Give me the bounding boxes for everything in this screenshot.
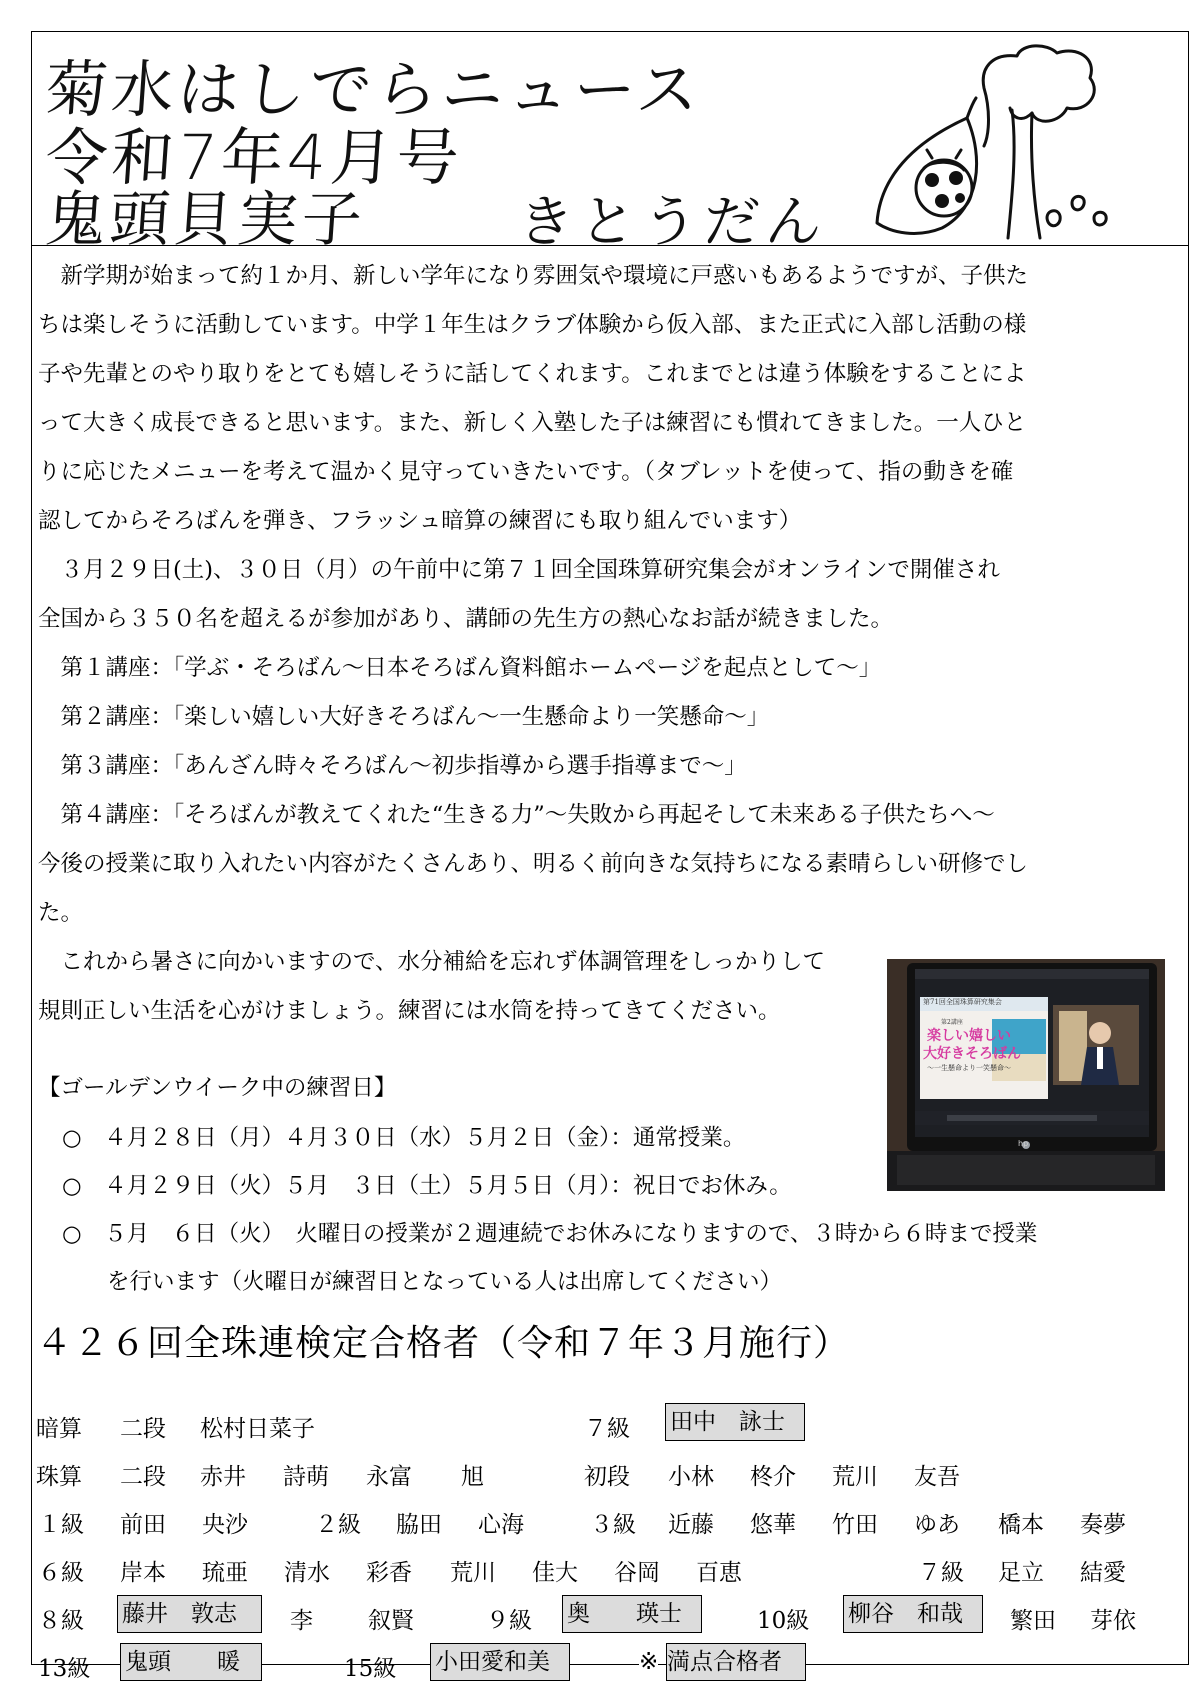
passer-given: 彩香 xyxy=(366,1560,412,1586)
grade: ３級 xyxy=(590,1512,636,1538)
lecture-3: 第３講座：「あんざん時々そろばん～初歩指導から選手指導まで～」 xyxy=(38,753,747,779)
passer-given: 心海 xyxy=(478,1512,524,1538)
newsletter-title: 菊水はしでらニュース xyxy=(43,53,706,126)
gw-item-1: ○ ４月２８日（月）４月３０日（水）５月２日（金）：通常授業。 xyxy=(62,1125,746,1151)
grade: 初段 xyxy=(584,1464,630,1490)
gw-item-3: ○ ５月 ６日（火） 火曜日の授業が２週連続でお休みになりますので、３時から６時まで授業 xyxy=(62,1221,1038,1247)
grade: ８級 xyxy=(38,1608,84,1634)
passer-surname: 岸本 xyxy=(120,1560,166,1586)
grade: 二段 xyxy=(120,1416,166,1442)
passer-surname: 谷岡 xyxy=(614,1560,660,1586)
passer-surname: 清水 xyxy=(284,1560,330,1586)
perfect-score-name: 奥 瑛士 xyxy=(562,1595,702,1633)
laptop-logo: hp xyxy=(1018,1139,1029,1148)
grade: ９級 xyxy=(486,1608,532,1634)
passer-surname: 竹田 xyxy=(832,1512,878,1538)
passer-given: 友吾 xyxy=(914,1464,960,1490)
lecture-1: 第１講座：「学ぶ・そろばん～日本そろばん資料館ホームページを起点として～」 xyxy=(38,655,882,681)
passer-given: ゆあ xyxy=(914,1512,960,1538)
author-name: 鬼頭貝実子 xyxy=(43,185,369,255)
author-reading: きとうだん xyxy=(515,190,830,255)
para3-line2: た。 xyxy=(38,900,84,926)
passer-surname: 繁田 xyxy=(1010,1608,1056,1634)
passer-surname: 荒川 xyxy=(450,1560,496,1586)
passer-surname: 前田 xyxy=(120,1512,166,1538)
perfect-score-name: 鬼頭 暖 xyxy=(120,1643,262,1681)
passer-given: 芽依 xyxy=(1090,1608,1136,1634)
grade: 10級 xyxy=(757,1608,810,1634)
grade: ７級 xyxy=(584,1416,630,1442)
slide-subtitle: ～一生懸命より一笑懸命～ xyxy=(927,1064,1011,1072)
cat-shuzan: 珠算 xyxy=(36,1464,82,1490)
passer-given: 結愛 xyxy=(1080,1560,1126,1586)
issue-label: 令和7年4月号 xyxy=(43,121,466,194)
passer-given: 佳大 xyxy=(532,1560,578,1586)
slide-title-1: 楽しい嬉しい xyxy=(927,1028,1011,1044)
passer-given: 柊介 xyxy=(750,1464,796,1490)
passer-surname: 橋本 xyxy=(998,1512,1044,1538)
para4-line2: 規則正しい生活を心がけましょう。練習には水筒を持ってきてください。 xyxy=(38,998,781,1024)
para2-line2: 全国から３５０名を超えるが参加があり、講師の先生方の熱心なお話が続きました。 xyxy=(38,606,894,632)
passer-name: 松村日菜子 xyxy=(200,1416,315,1442)
para1-line4: って大きく成長できると思います。また、新しく入塾した子は練習にも慣れてきました。一人ひと xyxy=(38,410,1027,436)
grade: ６級 xyxy=(38,1560,84,1586)
grade: 13級 xyxy=(38,1656,91,1682)
grade: １級 xyxy=(38,1512,84,1538)
passer-given: 百恵 xyxy=(696,1560,742,1586)
passer-surname: 脇田 xyxy=(396,1512,442,1538)
golden-week-heading: 【ゴールデンウイーク中の練習日】 xyxy=(38,1075,397,1101)
perfect-score-name: 小田愛和美 xyxy=(430,1643,570,1681)
para4-line1: これから暑さに向かいますので、水分補給を忘れず体調管理をしっかりして xyxy=(38,949,826,975)
perfect-score-name: 田中 詠士 xyxy=(665,1403,805,1441)
perfect-score-name: 柳谷 和哉 xyxy=(843,1595,983,1633)
lecture-4: 第４講座：「そろばんが教えてくれた“生きる力”～失敗から再起そして未来ある子供たちへ～ xyxy=(38,802,995,828)
masthead xyxy=(32,32,1188,255)
passer-given: 旭 xyxy=(461,1464,484,1490)
passer-given: 詩萌 xyxy=(283,1464,329,1490)
laptop-screen-image xyxy=(887,959,1165,1191)
grade: 15級 xyxy=(344,1656,397,1682)
grade: ２級 xyxy=(315,1512,361,1538)
para1-line6: 認してからそろばんを弾き、フラッシュ暗算の練習にも取り組んでいます） xyxy=(38,508,802,534)
passer-given: 叙賢 xyxy=(368,1608,414,1634)
passer-surname: 近藤 xyxy=(668,1512,714,1538)
seminar-photo xyxy=(887,959,1165,1191)
para1-line5: りに応じたメニューを考えて温かく見守っていきたいです。（タブレットを使って、指の動きを確 xyxy=(38,459,1014,485)
perfect-score-name: 藤井 敦志 xyxy=(117,1595,262,1633)
passer-surname: 赤井 xyxy=(200,1464,246,1490)
passer-given: 悠華 xyxy=(750,1512,796,1538)
slide-title-2: 大好きそろばん xyxy=(923,1046,1021,1062)
para1-line1: 新学期が始まって約１か月、新しい学年になり雰囲気や環境に戸惑いもあるようですが、子供た xyxy=(38,263,1029,289)
passer-surname: 李 xyxy=(290,1608,313,1634)
passer-surname: 小林 xyxy=(668,1464,714,1490)
passer-surname: 永富 xyxy=(366,1464,412,1490)
passer-given: 奏夢 xyxy=(1080,1512,1126,1538)
results-title: ４２６回全珠連検定合格者（令和７年３月施行） xyxy=(36,1323,851,1364)
para1-line2: ちは楽しそうに活動しています。中学１年生はクラブ体験から仮入部、また正式に入部し活動の様 xyxy=(38,312,1027,338)
passer-surname: 荒川 xyxy=(832,1464,878,1490)
perfect-score-legend: ※ 満点合格者 xyxy=(666,1643,806,1681)
gw-item-4: を行います（火曜日が練習日となっている人は出席してください） xyxy=(62,1269,783,1295)
passer-given: 琉亜 xyxy=(202,1560,248,1586)
slide-label: 第2講座 xyxy=(941,1019,963,1026)
ladybug-leaf-drawing xyxy=(872,38,1182,243)
para2-line1: ３月２９日(土)、３０日（月）の午前中に第７１回全国珠算研究集会がオンラインで開催され xyxy=(38,557,1000,583)
passer-given: 央沙 xyxy=(202,1512,248,1538)
para1-line3: 子や先輩とのやり取りをとても嬉しそうに話してくれます。これまでとは違う体験をすることによ xyxy=(38,361,1027,387)
slide-header: 第71回全国珠算研究集会 xyxy=(923,998,1002,1006)
gw-item-2: ○ ４月２９日（火）５月 ３日（土）５月５日（月）：祝日でお休み。 xyxy=(62,1173,792,1199)
grade: 二段 xyxy=(120,1464,166,1490)
passer-surname: 足立 xyxy=(998,1560,1044,1586)
para3-line1: 今後の授業に取り入れたい内容がたくさんあり、明るく前向きな気持ちになる素晴らしい研修でし xyxy=(38,851,1029,877)
lecture-2: 第２講座：「楽しい嬉しい大好きそろばん～一生懸命より一笑懸命～」 xyxy=(38,704,770,730)
grade: ７級 xyxy=(918,1560,964,1586)
cat-anzan: 暗算 xyxy=(36,1416,82,1442)
